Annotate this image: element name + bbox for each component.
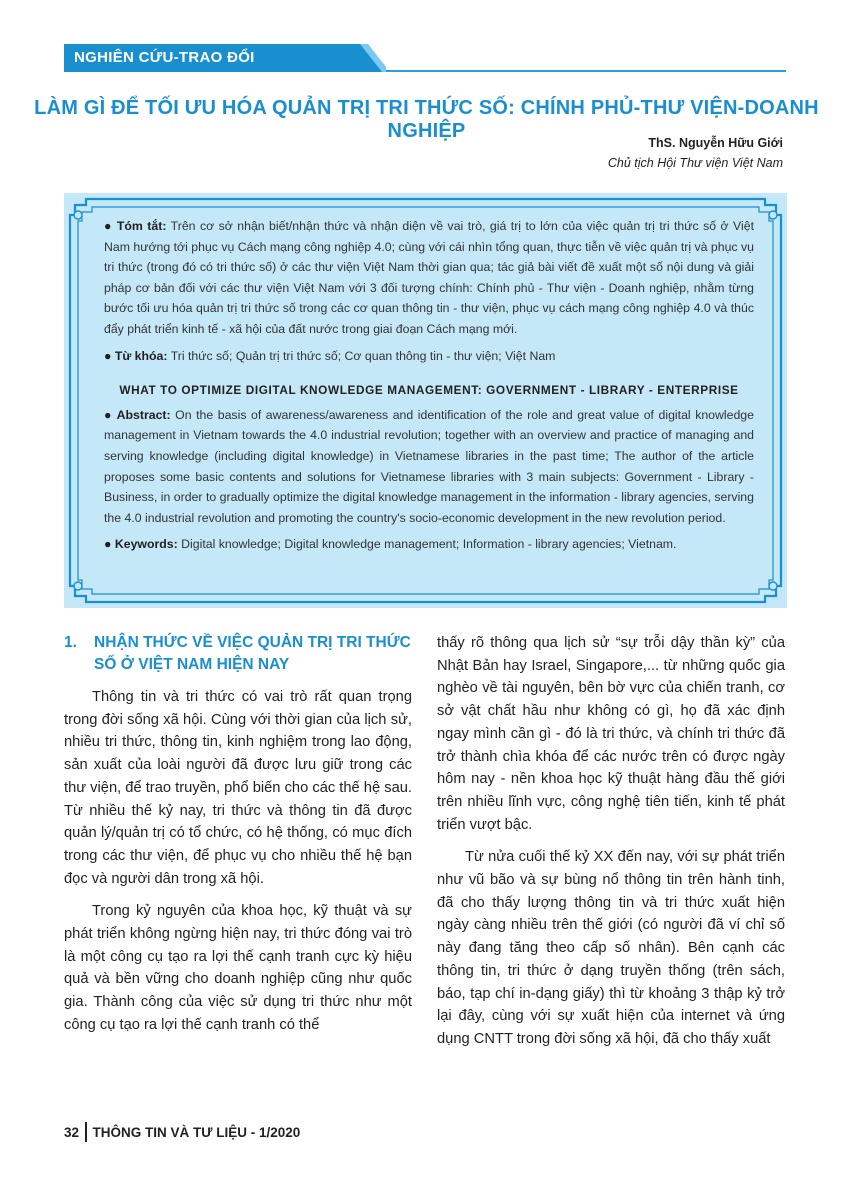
english-title: WHAT TO OPTIMIZE DIGITAL KNOWLEDGE MANAGEMENT: GOVERNMENT - LIBRARY - ENTERPRISE (119, 383, 739, 398)
summary-label: ● Tóm tắt: (104, 219, 167, 233)
section-number: 1. (64, 634, 77, 651)
abstract-content (104, 216, 754, 555)
section-heading (64, 632, 412, 676)
section-header-band (64, 44, 386, 72)
section-heading-text: NHẬN THỨC VỀ VIỆC QUẢN TRỊ TRI THỨC SỐ Ở VIỆT NAM HIỆN NAY (94, 634, 411, 673)
en-keywords-text: Digital knowledge; Digital knowledge management; Information - library agencies; Vietnam. (181, 537, 677, 552)
body-paragraph: Trong kỷ nguyên của khoa học, kỹ thuật và sự phát triển không ngừng hiện nay, tri thức đóng vai trò là một công cụ tạo ra lợi thế cạnh tranh cực kỳ hiệu quả và bền vững cho doanh nghiệp cũng như quốc gia. Thành công của việc sử dụng tri thức như một công cụ tạo ra lợi thế cạnh tranh có thể (64, 903, 412, 1033)
author-name: ThS. Nguyễn Hữu Giới (648, 136, 783, 150)
section-label: NGHIÊN CỨU-TRAO ĐỔI (74, 49, 255, 66)
journal-name: THÔNG TIN VÀ TƯ LIỆU - 1/2020 (92, 1124, 301, 1140)
article-title: LÀM GÌ ĐỂ TỐI ƯU HÓA QUẢN TRỊ TRI THỨC SỐ: CHÍNH PHỦ-THƯ VIỆN-DOANH NGHIỆP (34, 97, 819, 142)
page-number: 32 (64, 1124, 80, 1140)
summary-text: Trên cơ sở nhận biết/nhận thức và nhận diện về vai trò, giá trị to lớn của việc quản trị tri thức số ở Việt Nam hướng tới phục vụ Cách mạng công nghiệp 4.0; cùng với cái nhìn tổng quan, thực tiễn về việc quản trị và phục vụ tri thức (trong đó có tri thức số) ở các thư viện Việt Nam thời gian qua; tác giả bài viết đề xuất một số nội dung và giải pháp cơ bản đối với các thư viện Việt Nam với 3 đối tượng chính: Chính phủ - Thư viện - Doanh nghiệp, nhằm từng bước tối ưu hóa quản trị tri thức số trong các cơ quan thông tin - thư viện, phục vụ cách mạng công nghiệp 4.0 và thúc đẩy phát triển kinh tế - xã hội của đất nước trong giai đoạn Cách mạng mới. (104, 219, 755, 336)
abstract-box (64, 193, 787, 608)
keywords-text: Tri thức số; Quản trị tri thức số; Cơ quan thông tin - thư viện; Việt Nam (170, 348, 556, 363)
body-paragraph: Từ nửa cuối thế kỷ XX đến nay, với sự phát triển như vũ bão và sự bùng nổ thông tin trên hành tinh, đã cho thấy lượng thông tin và tri thức xuất hiện ngày càng nhiều trên thế giới (có người đã ví chỉ số này đang tăng theo cấp số nhân). Bên cạnh các thông tin, tri thức ở dạng truyền thống (trên sách, báo, tạp chí in-dạng giấy) thì từ khoảng 3 thập kỷ trở lại đây, cùng với sự xuất hiện của internet và ứng dụng CNTT trong đời sống xã hội, đã cho thấy xuất (437, 849, 785, 1047)
keywords-label: ● Từ khóa: (104, 348, 168, 363)
page-footer (64, 1122, 300, 1142)
keywords-paragraph (104, 346, 754, 367)
footer-separator (85, 1122, 87, 1142)
abstract-text: On the basis of awareness/awareness and identification of the role and great value of digital knowledge management in Vietnam towards the 4.0 industrial revolution; together with an overview and practice of managing and serving knowledge (including digital knowledge) in Vietnamese libraries in the past time; The author of the article proposes some basic contents and solutions for Vietnamese libraries with 3 main subjects: Government - Library - Business, in order to gradually optimize the digital knowledge management in the information - library agencies, serving the 4.0 industrial revolution and promoting the country's socio-economic development in the new revolution period. (104, 407, 754, 525)
body-paragraph: Thông tin và tri thức có vai trò rất quan trọng trong đời sống xã hội. Cùng với thời gian của lịch sử, nhiều tri thức, thông tin, kinh nghiệm trong lao động, sản xuất của loài người đã được lưu giữ trong các thư viện, để trao truyền, phổ biến cho các thế hệ sau. Từ nhiều thế kỷ nay, tri thức và thông tin đã được quản lý/quản trị có tổ chức, có hệ thống, có mục đích trong các thư viện, để phục vụ cho nhiều thế hệ bạn đọc và người dân trong xã hội. (64, 689, 412, 887)
summary-paragraph (104, 216, 754, 340)
abstract-label: ● Abstract: (104, 407, 171, 422)
en-keywords-paragraph (104, 534, 754, 555)
author-affiliation: Chủ tịch Hội Thư viện Việt Nam (607, 156, 783, 170)
body-paragraph: thấy rõ thông qua lịch sử “sự trỗi dậy thần kỳ” của Nhật Bản hay Israel, Singapore,... từ những quốc gia nghèo về tài nguyên, bên bờ vực của chiến tranh, cơ sở vật chất hầu như không có gì, họ đã xác định ngay mình cần gì - đó là tri thức, và chính tri thức đã trở thành chìa khóa để các nước trên có được ngày hôm nay - nền khoa học kỹ thuật hàng đầu thế giới trên nhiều lĩnh vực, công nghệ tiên tiến, kinh tế phát triển vượt bậc. (437, 635, 785, 833)
right-column (437, 632, 785, 1051)
header-rule (386, 70, 786, 72)
en-keywords-label: ● Keywords: (104, 537, 178, 552)
left-column (64, 632, 412, 1037)
abstract-paragraph (104, 405, 754, 529)
